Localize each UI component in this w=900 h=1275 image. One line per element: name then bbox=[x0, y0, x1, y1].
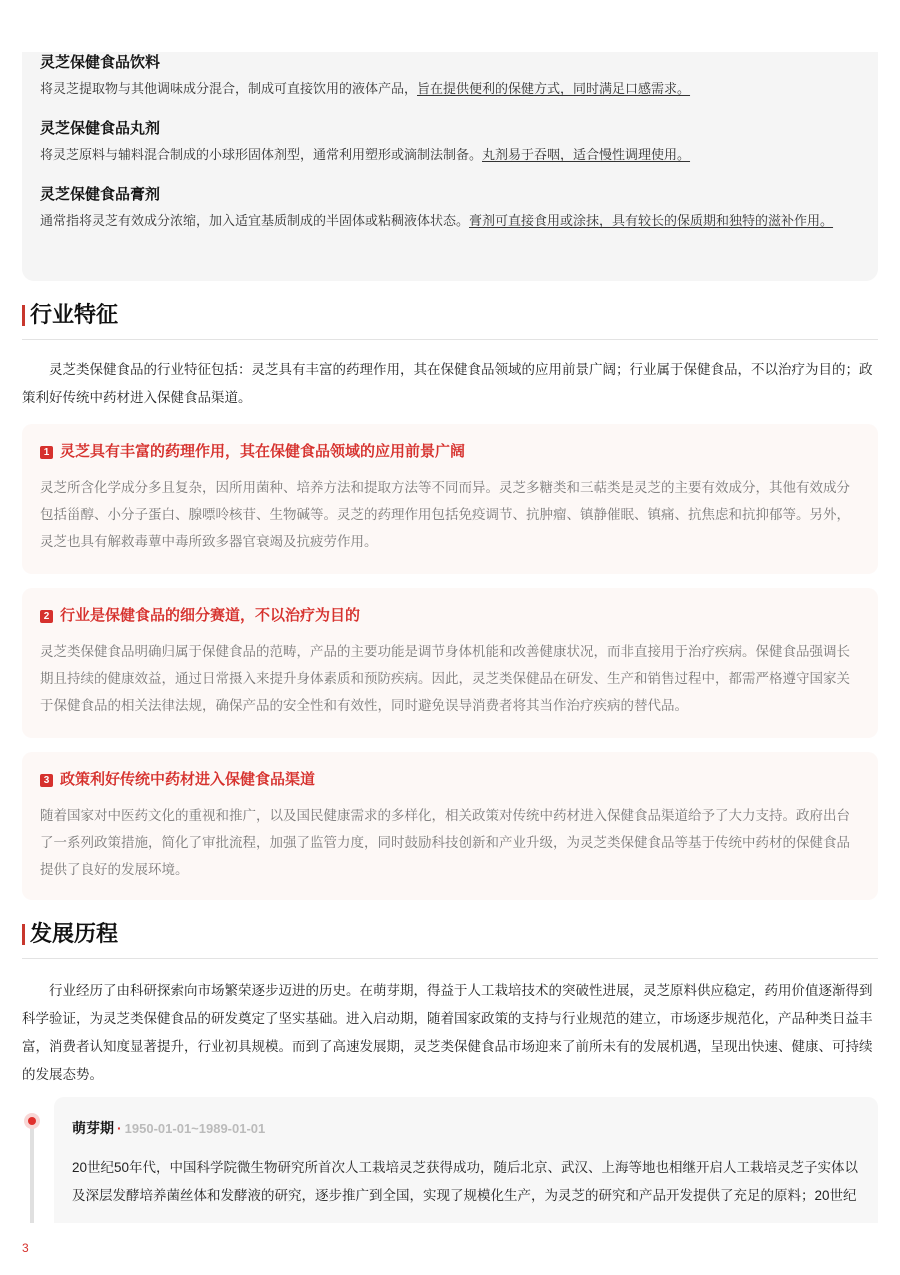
timeline-line bbox=[30, 1121, 34, 1223]
section-header-development-history bbox=[22, 915, 878, 959]
number-badge-icon: 2 bbox=[40, 610, 53, 623]
product-desc-text: 将灵芝原料与辅料混合制成的小球形固体剂型，通常利用塑形或滴制法制备。 bbox=[40, 147, 483, 162]
industry-features-intro: 灵芝类保健食品的行业特征包括：灵芝具有丰富的药理作用，其在保健食品领域的应用前景广阔；行业属于保健食品，不以治疗为目的；政策利好传统中药材进入保健食品渠道。 bbox=[22, 362, 873, 405]
heading-accent-bar bbox=[22, 305, 25, 326]
product-title: 灵芝保健食品饮料 bbox=[40, 54, 161, 71]
product-types-box bbox=[22, 52, 878, 281]
feature-title bbox=[40, 768, 860, 792]
product-item bbox=[40, 184, 860, 234]
page-number: 3 bbox=[22, 1241, 29, 1255]
number-badge-icon: 3 bbox=[40, 774, 53, 787]
product-desc-text: 通常指将灵芝有效成分浓缩，加入适宜基质制成的半固体或粘稠液体状态。 bbox=[40, 213, 470, 228]
stage-date-range: 1950-01-01~1989-01-01 bbox=[124, 1121, 266, 1136]
product-item bbox=[40, 118, 860, 168]
feature-title-text: 灵芝具有丰富的药理作用，其在保健食品领域的应用前景广阔 bbox=[60, 443, 466, 460]
feature-description: 随着国家对中医药文化的重视和推广，以及国民健康需求的多样化，相关政策对传统中药材进入保健食品渠道给予了大力支持。政府出台了一系列政策措施，简化了审批流程，加强了监管力度，同时鼓励科技创新和产业升级，为灵芝类保健食品等基于传统中药材的保健食品提供了良好的发展环境。 bbox=[40, 808, 850, 877]
timeline-dot-icon bbox=[24, 1113, 40, 1129]
development-history-intro: 行业经历了由科研探索向市场繁荣逐步迈进的历史。在萌芽期，得益于人工栽培技术的突破性进展，灵芝原料供应稳定，药用价值逐渐得到科学验证，为灵芝类保健食品的研发奠定了坚实基础。进入启动期，随着国家政策的支持与行业规范的建立，市场逐步规范化，产品种类日益丰富，消费者认知度显著提升，行业初具规模。而到了高速发展期，灵芝类保健食品市场迎来了前所未有的发展机遇，呈现出快速、健康、可持续的发展态势。 bbox=[22, 983, 873, 1082]
stage-header bbox=[72, 1117, 860, 1140]
product-description bbox=[40, 75, 860, 102]
number-badge-icon: 1 bbox=[40, 446, 53, 459]
product-item bbox=[40, 52, 860, 102]
feature-description: 灵芝所含化学成分多且复杂，因所用菌种、培养方法和提取方法等不同而异。灵芝多糖类和三萜类是灵芝的主要有效成分，其他有效成分包括甾醇、小分子蛋白、腺嘌呤核苷、生物碱等。灵芝的药理作用包括免疫调节、抗肿瘤、镇静催眠、镇痛、抗焦虑和抗抑郁等。另外，灵芝也具有解救毒蕈中毒所致多器官衰竭及抗疲劳作用。 bbox=[40, 480, 850, 549]
feature-card bbox=[22, 588, 878, 738]
section-header-industry-features bbox=[22, 296, 878, 340]
product-desc-highlight: 丸剂易于吞咽，适合慢性调理使用。 bbox=[482, 147, 691, 162]
product-desc-highlight: 旨在提供便利的保健方式，同时满足口感需求。 bbox=[417, 81, 691, 96]
heading-accent-bar bbox=[22, 924, 25, 945]
feature-card bbox=[22, 752, 878, 900]
product-desc-highlight: 膏剂可直接食用或涂抹，具有较长的保质期和独特的滋补作用。 bbox=[469, 213, 834, 228]
feature-title bbox=[40, 604, 860, 628]
feature-card bbox=[22, 424, 878, 574]
section-title: 发展历程 bbox=[30, 921, 119, 946]
product-description bbox=[40, 141, 860, 168]
product-desc-text: 将灵芝提取物与其他调味成分混合，制成可直接饮用的液体产品， bbox=[40, 81, 418, 96]
feature-title-text: 政策利好传统中药材进入保健食品渠道 bbox=[60, 771, 316, 788]
section-title: 行业特征 bbox=[30, 302, 119, 327]
feature-description: 灵芝类保健食品明确归属于保健食品的范畴，产品的主要功能是调节身体机能和改善健康状况，而非直接用于治疗疾病。保健食品强调长期且持续的健康效益，通过日常摄入来提升身体素质和预防疾病。因此，灵芝类保健品在研发、生产和销售过程中，都需严格遵守国家关于保健食品的相关法律法规，确保产品的安全性和有效性，同时避免误导消费者将其当作治疗疾病的替代品。 bbox=[40, 644, 850, 713]
feature-title bbox=[40, 440, 860, 464]
product-title: 灵芝保健食品膏剂 bbox=[40, 186, 161, 203]
stage-name: 萌芽期 bbox=[72, 1120, 114, 1136]
product-description bbox=[40, 207, 860, 234]
product-title: 灵芝保健食品丸剂 bbox=[40, 120, 161, 137]
stage-description: 20世纪50年代，中国科学院微生物研究所首次人工栽培灵芝获得成功，随后北京、武汉、上海等地也相继开启人工栽培灵芝子实体以及深层发酵培养菌丝体和发酵液的研究，逐步推广到全国，实现了规模化生产，为灵芝的研究和产品开发提供了充足的原料；20世纪 bbox=[72, 1160, 859, 1203]
feature-title-text: 行业是保健食品的细分赛道，不以治疗为目的 bbox=[60, 607, 361, 624]
stage-separator: · bbox=[117, 1120, 122, 1136]
timeline-stage-card bbox=[54, 1097, 878, 1223]
